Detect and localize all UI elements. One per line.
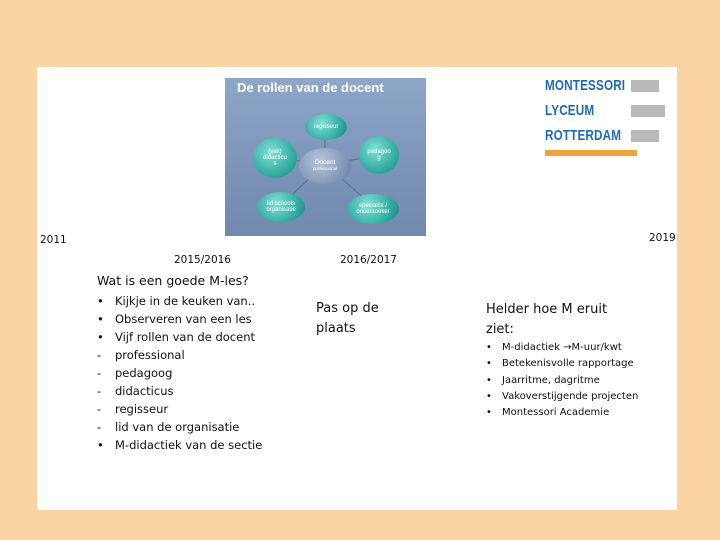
list-item — [97, 382, 262, 400]
logo-bar-1 — [631, 80, 659, 92]
node-specialist — [347, 194, 399, 224]
dash-marker: - — [97, 384, 102, 398]
list-item-text: Jaarritme, dagritme — [502, 374, 600, 386]
node-docent — [299, 148, 351, 184]
timeline-end-year: 2019 — [649, 232, 676, 244]
bullet-marker: • — [97, 438, 104, 452]
list-item-text: Betekenisvolle rapportage — [502, 358, 634, 370]
node-lid-line1: lid schools — [266, 200, 295, 207]
top-band — [37, 55, 677, 67]
list-item-text: Montessori Academie — [502, 407, 610, 419]
list-item-text: didacticus — [115, 384, 174, 398]
list-item-text: M-didactiek →M-uur/kwt — [502, 342, 622, 353]
bullet-marker: • — [97, 312, 104, 326]
logo-bar-2 — [631, 105, 665, 117]
list-item-text: Observeren van een les — [115, 312, 252, 326]
node-pedagoog — [359, 136, 399, 174]
logo-bar-3 — [631, 130, 659, 142]
list-item-text: lid van de organisatie — [115, 420, 240, 434]
slide — [37, 55, 677, 510]
list-item — [97, 310, 262, 328]
timeline-start-year: 2011 — [40, 234, 67, 246]
bullet-marker: • — [486, 358, 492, 370]
node-vakdidacticus-line3: s — [273, 161, 277, 168]
list-item — [97, 400, 262, 418]
node-pedagoog-line1: pedagoo — [367, 148, 391, 155]
node-docent-sub: professional — [312, 166, 338, 172]
list-item-text: Kijkje in de keuken van.. — [115, 294, 256, 308]
logo-line-3: ROTTERDAM — [545, 127, 622, 144]
list-item — [97, 328, 262, 346]
col2-line-1: Pas op de — [316, 301, 379, 316]
node-docent-label: Docent — [314, 159, 336, 167]
bullet-marker: • — [97, 294, 104, 308]
list-item-text: regisseur — [115, 402, 169, 416]
dash-marker: - — [97, 348, 102, 362]
col2-line-2: plaats — [316, 321, 356, 336]
node-specialist-line1: specialist / — [358, 202, 387, 209]
diagram-title: De rollen van de docent — [237, 80, 384, 95]
list-item — [486, 356, 638, 372]
node-vakdidacticus-line2: didacticu — [263, 154, 287, 161]
col1-list — [97, 292, 262, 454]
list-item — [486, 389, 638, 405]
list-item-text: professional — [115, 348, 185, 362]
list-item-text: M-didactiek van de sectie — [115, 438, 263, 452]
bullet-marker: • — [486, 407, 492, 419]
col3-line-1: Helder hoe M eruit — [486, 302, 608, 317]
list-item — [97, 364, 262, 382]
bullet-marker: • — [486, 390, 492, 402]
node-pedagoog-line2: g — [377, 155, 381, 161]
col3-heading — [486, 300, 607, 340]
list-item-text: Vijf rollen van de docent — [115, 330, 255, 344]
period-2015-2016: 2015/2016 — [174, 254, 231, 266]
node-lid-organisatie — [257, 192, 305, 222]
logo-accent-bar — [545, 150, 637, 156]
list-item — [97, 418, 262, 436]
bullet-marker: • — [97, 330, 104, 344]
roles-diagram — [225, 78, 426, 236]
node-vakdidacticus — [253, 138, 297, 178]
list-item-text: pedagoog — [115, 366, 173, 380]
logo-line-2: LYCEUM — [545, 102, 595, 119]
bullet-marker: • — [486, 342, 492, 353]
col1-title: Wat is een goede M-les? — [97, 273, 249, 288]
list-item-text: Vakoverstijgende projecten — [502, 390, 639, 402]
dash-marker: - — [97, 402, 102, 416]
node-regisseur — [305, 114, 347, 140]
school-logo — [545, 75, 665, 156]
col3-list — [486, 340, 638, 421]
node-vakdidacticus-line1: (vak) — [268, 148, 282, 155]
node-specialist-line2: onderzoeker — [356, 209, 390, 215]
dash-marker: - — [97, 420, 102, 434]
list-item — [97, 436, 262, 454]
list-item — [486, 340, 638, 356]
logo-line-1: MONTESSORI — [545, 77, 626, 94]
list-item — [486, 405, 638, 421]
bullet-marker: • — [486, 374, 492, 386]
list-item — [486, 373, 638, 389]
node-lid-line2: organisatie — [266, 207, 296, 213]
dash-marker: - — [97, 366, 102, 380]
list-item — [97, 346, 262, 364]
node-regisseur-label: regisseur — [313, 123, 339, 130]
period-2016-2017: 2016/2017 — [340, 254, 397, 266]
col3-line-2: ziet: — [486, 322, 514, 337]
list-item — [97, 292, 262, 310]
col2-heading — [316, 299, 379, 339]
